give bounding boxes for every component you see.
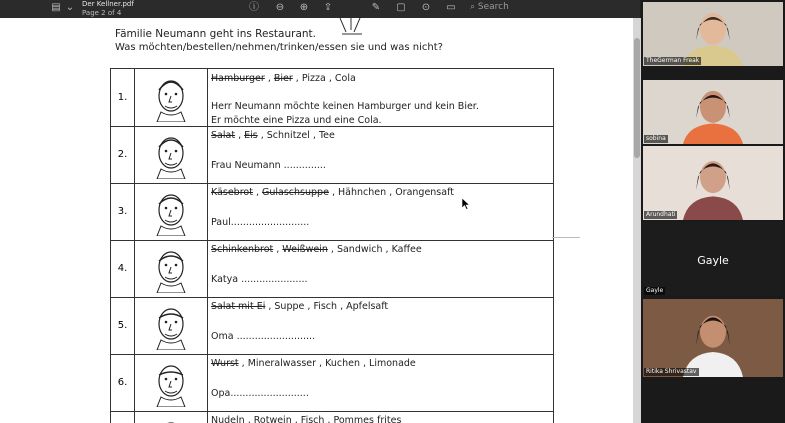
chevron-down-icon[interactable]: ⌄ bbox=[65, 2, 75, 13]
participant-video-icon bbox=[643, 146, 783, 220]
document-page[interactable] bbox=[0, 18, 633, 423]
participant-video-icon bbox=[643, 299, 783, 377]
food-item: Hamburger bbox=[211, 73, 265, 84]
worksheet-row bbox=[111, 183, 553, 241]
food-item: Cola bbox=[334, 73, 356, 84]
participant-name: sobina bbox=[646, 135, 666, 142]
food-item: Tee bbox=[318, 130, 335, 141]
food-item: Wurst bbox=[211, 358, 239, 369]
page-top-illustration bbox=[336, 18, 366, 36]
character-portrait bbox=[135, 69, 208, 126]
food-item: Fisch bbox=[300, 415, 325, 423]
worksheet-row bbox=[111, 126, 553, 184]
row-number: 6. bbox=[111, 354, 135, 411]
search-field[interactable] bbox=[470, 0, 509, 14]
food-item: Schinkenbrot bbox=[211, 244, 274, 255]
participant-video-tile[interactable] bbox=[643, 146, 783, 220]
food-item: Schnitzel bbox=[266, 130, 310, 141]
page-info: Page 2 of 4 bbox=[82, 9, 122, 17]
character-portrait bbox=[135, 240, 208, 297]
participant-name-large: Gayle bbox=[697, 254, 729, 267]
food-items: Hamburger , Bier , Pizza , Cola bbox=[211, 73, 356, 84]
participant-video-tile[interactable] bbox=[643, 80, 783, 144]
worksheet-row bbox=[111, 69, 553, 127]
cartoon-face-icon bbox=[145, 414, 197, 423]
food-item: Rotwein bbox=[253, 415, 292, 423]
cartoon-face-icon bbox=[145, 72, 197, 122]
worksheet-row bbox=[111, 240, 553, 298]
row-number: 1. bbox=[111, 69, 135, 126]
character-portrait bbox=[135, 183, 208, 240]
cartoon-face-icon bbox=[145, 357, 197, 407]
cartoon-face-icon bbox=[145, 186, 197, 236]
food-item: Mineralwasser bbox=[247, 358, 317, 369]
food-item: Hähnchen bbox=[338, 187, 387, 198]
food-items: Salat , Eis , Schnitzel , Tee bbox=[211, 130, 335, 141]
character-portrait bbox=[135, 411, 208, 423]
participant-name: Gayle bbox=[646, 287, 664, 294]
food-item: Nudeln bbox=[211, 415, 245, 423]
food-item: Kaffee bbox=[391, 244, 422, 255]
food-item: Gulaschsuppe bbox=[262, 187, 329, 198]
participant-video-tile[interactable] bbox=[643, 2, 783, 66]
form-icon[interactable]: ▭ bbox=[446, 2, 456, 13]
food-items: Käsebrot , Gulaschsuppe , Hähnchen , Orangensaft bbox=[211, 187, 454, 198]
answer-line: Frau Neumann .............. bbox=[211, 160, 326, 171]
participant-video-tile[interactable] bbox=[643, 299, 783, 377]
share-icon[interactable]: ⇪ bbox=[323, 2, 333, 13]
pdf-toolbar bbox=[0, 0, 640, 18]
food-item: Weißwein bbox=[282, 244, 328, 255]
mouse-cursor-icon bbox=[462, 198, 470, 210]
worksheet-row bbox=[111, 411, 553, 423]
character-portrait bbox=[135, 126, 208, 183]
row-number: 4. bbox=[111, 240, 135, 297]
search-icon: ⌕ bbox=[470, 2, 478, 12]
page-edge-line bbox=[552, 237, 580, 238]
participants-panel bbox=[641, 0, 785, 423]
food-item: Eis bbox=[244, 130, 258, 141]
participant-name: TheGerman Freak bbox=[646, 57, 700, 64]
document-scrollbar[interactable] bbox=[633, 18, 641, 423]
scroll-thumb[interactable] bbox=[634, 38, 640, 158]
participant-video-tile[interactable] bbox=[643, 222, 783, 296]
food-item: Salat mit Ei bbox=[211, 301, 266, 312]
food-item: Suppe bbox=[274, 301, 305, 312]
zoom-out-icon[interactable]: ⊖ bbox=[275, 2, 285, 13]
food-items: Salat mit Ei , Suppe , Fisch , Apfelsaft bbox=[211, 301, 389, 312]
row-number bbox=[111, 411, 135, 423]
document-info bbox=[82, 0, 134, 18]
info-icon[interactable]: ⓘ bbox=[249, 2, 259, 13]
food-item: Fisch bbox=[313, 301, 338, 312]
row-number: 5. bbox=[111, 297, 135, 354]
food-items: Nudeln , Rotwein , Fisch , Pommes frites bbox=[211, 415, 401, 423]
food-item: Pizza bbox=[301, 73, 326, 84]
worksheet-row bbox=[111, 354, 553, 412]
search-placeholder: Search bbox=[477, 2, 509, 12]
food-item: Orangensaft bbox=[395, 187, 454, 198]
answer-line: Paul.......................... bbox=[211, 217, 310, 228]
food-item: Bier bbox=[273, 73, 293, 84]
food-item: Kuchen bbox=[325, 358, 360, 369]
answer-line: Katya ...................... bbox=[211, 274, 308, 285]
annotate-icon[interactable]: ⊙ bbox=[421, 2, 431, 13]
row-number: 2. bbox=[111, 126, 135, 183]
answer-line: Opa.......................... bbox=[211, 388, 309, 399]
answer-line: Oma .......................... bbox=[211, 331, 316, 342]
food-item: Sandwich bbox=[336, 244, 383, 255]
food-item: Käsebrot bbox=[211, 187, 253, 198]
answer-line: Herr Neumann möchte keinen Hamburger und kein Bier. bbox=[211, 101, 479, 112]
food-item: Salat bbox=[211, 130, 236, 141]
worksheet-title: Fämilie Neumann geht ins Restaurant. bbox=[115, 28, 317, 40]
markup-icon[interactable]: ✎ bbox=[371, 2, 381, 13]
food-items: Wurst , Mineralwasser , Kuchen , Limonade bbox=[211, 358, 416, 369]
rotate-icon[interactable]: ▢ bbox=[396, 2, 406, 13]
cartoon-face-icon bbox=[145, 129, 197, 179]
food-items: Schinkenbrot , Weißwein , Sandwich , Kaffee bbox=[211, 244, 422, 255]
row-number: 3. bbox=[111, 183, 135, 240]
character-portrait bbox=[135, 297, 208, 354]
cartoon-face-icon bbox=[145, 243, 197, 293]
worksheet-table bbox=[110, 68, 554, 423]
sidebar-toggle-icon[interactable]: ▤ bbox=[51, 2, 61, 13]
participant-name: Ritika Shrivastav bbox=[646, 368, 697, 375]
cartoon-face-icon bbox=[145, 300, 197, 350]
worksheet-row bbox=[111, 297, 553, 355]
character-portrait bbox=[135, 354, 208, 411]
answer-line-2: Er möchte eine Pizza und eine Cola. bbox=[211, 115, 382, 126]
participant-name: Arundhati bbox=[646, 211, 676, 218]
food-item: Apfelsaft bbox=[346, 301, 389, 312]
zoom-in-icon[interactable]: ⊕ bbox=[299, 2, 309, 13]
food-item: Limonade bbox=[369, 358, 416, 369]
worksheet-question: Was möchten/bestellen/nehmen/trinken/essen sie und was nicht? bbox=[115, 42, 443, 53]
food-item: Pommes frites bbox=[333, 415, 402, 423]
document-name: Der Kellner.pdf bbox=[82, 0, 134, 8]
